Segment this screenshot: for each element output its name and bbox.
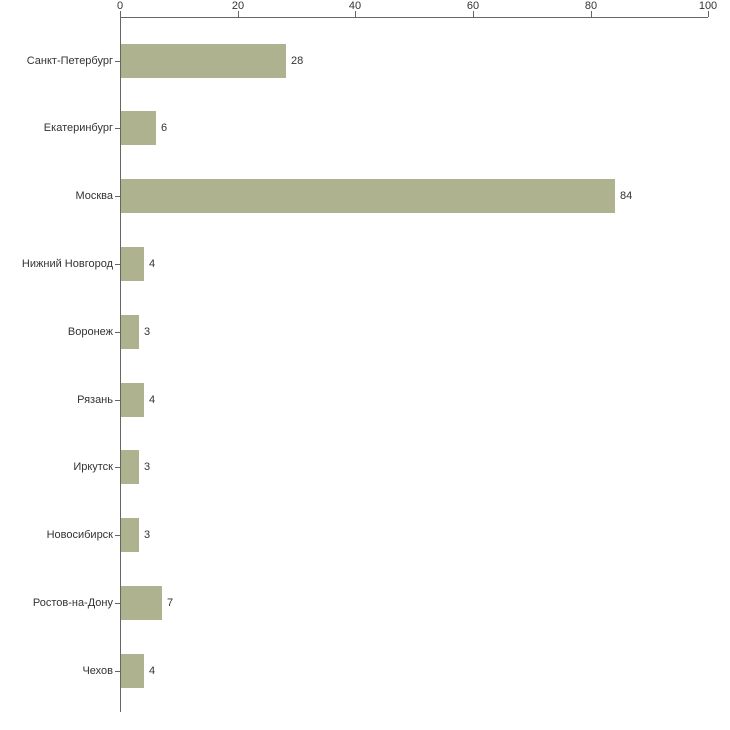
y-tick-4: [115, 332, 120, 333]
category-label-0: Санкт-Петербург: [26, 55, 113, 67]
y-tick-8: [115, 603, 120, 604]
y-tick-5: [115, 400, 120, 401]
y-tick-1: [115, 128, 120, 129]
bar-8: [121, 586, 162, 620]
bar-value-0: 28: [291, 55, 304, 67]
category-label-6: Иркутск: [73, 461, 113, 473]
bar-value-6: 3: [144, 461, 151, 473]
bar-value-8: 7: [167, 597, 174, 609]
bar-7: [121, 518, 139, 552]
x-tick-label-4: 80: [584, 0, 598, 12]
y-tick-3: [115, 264, 120, 265]
bar-3: [121, 247, 144, 281]
bar-5: [121, 383, 144, 417]
x-tick-label-2: 40: [348, 0, 362, 12]
x-tick-label-0: 0: [116, 0, 124, 12]
bar-value-4: 3: [144, 326, 151, 338]
bar-0: [121, 44, 286, 78]
x-tick-label-3: 60: [466, 0, 480, 12]
y-tick-0: [115, 61, 120, 62]
bar-2: [121, 179, 615, 213]
category-label-8: Ростов-на-Дону: [32, 597, 113, 609]
bar-4: [121, 315, 139, 349]
x-tick-label-1: 20: [231, 0, 245, 12]
category-label-2: Москва: [75, 190, 113, 202]
bar-value-3: 4: [149, 258, 156, 270]
category-label-4: Воронеж: [67, 326, 113, 338]
y-tick-9: [115, 671, 120, 672]
x-axis-line: [120, 17, 708, 18]
bar-value-2: 84: [620, 190, 633, 202]
category-label-1: Екатеринбург: [43, 122, 113, 134]
bar-value-5: 4: [149, 394, 156, 406]
y-tick-2: [115, 196, 120, 197]
bar-value-9: 4: [149, 665, 156, 677]
category-label-9: Чехов: [82, 665, 113, 677]
category-label-7: Новосибирск: [46, 529, 113, 541]
bar-value-1: 6: [161, 122, 168, 134]
category-label-3: Нижний Новгород: [21, 258, 113, 270]
y-tick-7: [115, 535, 120, 536]
y-tick-6: [115, 467, 120, 468]
x-tick-label-5: 100: [698, 0, 718, 12]
bar-1: [121, 111, 156, 145]
bar-9: [121, 654, 144, 688]
bar-6: [121, 450, 139, 484]
category-label-5: Рязань: [77, 394, 113, 406]
bar-value-7: 3: [144, 529, 151, 541]
